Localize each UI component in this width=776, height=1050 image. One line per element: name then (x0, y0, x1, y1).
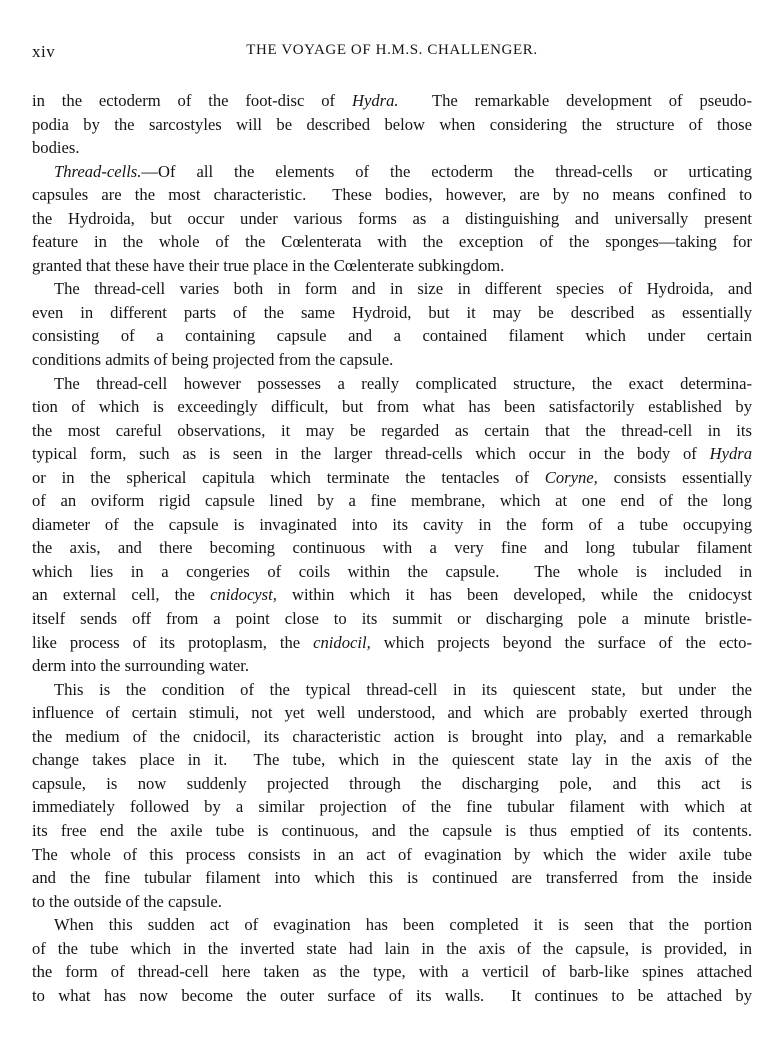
text-line (32, 466, 752, 490)
text-line (32, 183, 752, 207)
text-line (32, 654, 752, 678)
text-run: —Of all the elements of the ectoderm the thread-cells or urticating (141, 161, 752, 181)
page-number: xiv (32, 42, 56, 61)
text-line (32, 937, 752, 961)
text-line (32, 348, 752, 372)
text-run: to what has now become the outer surface of its walls. It continues to be attached by (32, 985, 752, 1005)
text-run: its free end the axile tube is continuous, and the capsule is thus emptied of its contents. (32, 820, 752, 840)
text-line (32, 913, 752, 937)
text-run: in the ectoderm of the foot-disc of (32, 91, 352, 110)
text-run: the axis, and there becoming continuous with a very fine and long tubular filament (32, 538, 752, 558)
text-run: The thread-cell however possesses a really complicated structure, the exact determina- (54, 373, 752, 393)
text-run: The remarkable development of pseudo- (398, 91, 752, 110)
paragraph (32, 160, 752, 278)
text-line (32, 136, 752, 160)
text-run: immediately followed by a similar projection of the fine tubular filament with which at (32, 797, 752, 817)
text-line (32, 89, 752, 113)
paragraph (32, 277, 752, 371)
text-run: This is the condition of the typical thread-cell in its quiescent state, but under the (54, 679, 752, 699)
text-run: of the tube which in the inverted state had lain in the axis of the capsule, is provided, in (32, 938, 752, 958)
text-run: to the outside of the capsule. (32, 891, 222, 911)
text-run: The whole of this process consists in an act of evagination by which the wider axile tube (32, 844, 752, 864)
text-line (32, 513, 752, 537)
text-run: the form of thread-cell here taken as the type, with a verticil of barb-like spines attached (32, 962, 752, 982)
text-line (32, 442, 752, 466)
text-run: the medium of the cnidocil, its characteristic action is brought into play, and a remarkable (32, 726, 752, 746)
italic-term: cnidocil, (313, 632, 371, 652)
body-text (32, 89, 752, 1007)
text-run: within which it has been developed, while the cnidocyst (276, 585, 752, 605)
italic-term: cnidocyst, (210, 585, 277, 605)
text-run: change takes place in it. The tube, which in the quiescent state lay in the axis of the (32, 750, 752, 770)
italic-term: Coryne, (544, 467, 598, 487)
text-run: or in the spherical capitula which terminate the tentacles of (32, 467, 545, 487)
text-run: bodies. (32, 138, 80, 158)
paragraph (32, 913, 752, 1007)
text-line (32, 725, 752, 749)
text-line (32, 277, 752, 301)
text-run: consisting of a containing capsule and a contained filament which under certain (32, 326, 752, 346)
text-run: of an oviform rigid capsule lined by a fine membrane, which at one end of the long (32, 491, 752, 511)
text-line (32, 795, 752, 819)
paragraph (32, 372, 752, 678)
text-line (32, 254, 752, 278)
text-run: and the fine tubular filament into which this is continued are transferred from the inside (32, 868, 752, 888)
text-run: granted that these have their true place in the Cœlenterate subkingdom. (32, 255, 505, 275)
running-title: THE VOYAGE OF H.M.S. CHALLENGER. (246, 42, 538, 58)
text-run: capsules are the most characteristic. These bodies, however, are by no means confined to (32, 185, 752, 205)
text-run: typical form, such as is seen in the larger thread-cells which occur in the body of (32, 444, 710, 464)
page-header (32, 42, 752, 66)
text-line (32, 324, 752, 348)
text-run: an external cell, the (32, 585, 211, 605)
text-run: which projects beyond the surface of the ecto- (370, 632, 752, 652)
italic-term: Thread-cells. (54, 161, 142, 181)
text-run: tion of which is exceedingly difficult, but from what has been satisfactorily established by (32, 397, 752, 417)
text-line (32, 607, 752, 631)
text-run: feature in the whole of the Cœlenterata with the exception of the sponges—taking for (32, 232, 752, 252)
text-line (32, 772, 752, 796)
text-line (32, 960, 752, 984)
text-run: The thread-cell varies both in form and in size in different species of Hydroida, and (54, 279, 752, 299)
text-run: even in different parts of the same Hydroid, but it may be described as essentially (32, 302, 752, 322)
text-line (32, 748, 752, 772)
text-line (32, 395, 752, 419)
text-line (32, 890, 752, 914)
text-run: itself sends off from a point close to its summit or discharging pole a minute bristle- (32, 609, 752, 629)
text-run: the most careful observations, it may be regarded as certain that the thread-cell in its (32, 420, 752, 440)
paragraph (32, 678, 752, 913)
text-line (32, 583, 752, 607)
text-run: derm into the surrounding water. (32, 656, 250, 676)
italic-term: Hydra (709, 444, 752, 464)
text-line (32, 113, 752, 137)
text-line (32, 489, 752, 513)
text-line (32, 536, 752, 560)
text-line (32, 701, 752, 725)
text-run: capsule, is now suddenly projected through the discharging pole, and this act is (32, 773, 752, 793)
text-run: consists essentially (597, 467, 752, 487)
text-line (32, 560, 752, 584)
text-line (32, 301, 752, 325)
text-run: like process of its protoplasm, the (32, 632, 314, 652)
text-line (32, 230, 752, 254)
text-line (32, 631, 752, 655)
text-line (32, 207, 752, 231)
text-line (32, 819, 752, 843)
text-line (32, 984, 752, 1008)
text-line (32, 866, 752, 890)
text-line (32, 843, 752, 867)
italic-term: Hydra. (351, 91, 399, 110)
text-run: diameter of the capsule is invaginated into its cavity in the form of a tube occupying (32, 514, 752, 534)
text-run: the Hydroida, but occur under various forms as a distinguishing and universally present (32, 208, 752, 228)
text-line (32, 372, 752, 396)
text-run: influence of certain stimuli, not yet well understood, and which are probably exerted through (32, 703, 752, 723)
text-line (32, 160, 752, 184)
text-run: conditions admits of being projected from the capsule. (32, 350, 394, 370)
text-run: which lies in a congeries of coils within the capsule. The whole is included in (32, 561, 752, 581)
paragraph (32, 89, 752, 160)
text-line (32, 678, 752, 702)
text-run: When this sudden act of evagination has been completed it is seen that the portion (54, 915, 752, 935)
text-line (32, 419, 752, 443)
text-run: podia by the sarcostyles will be described below when considering the structure of those (32, 114, 752, 134)
